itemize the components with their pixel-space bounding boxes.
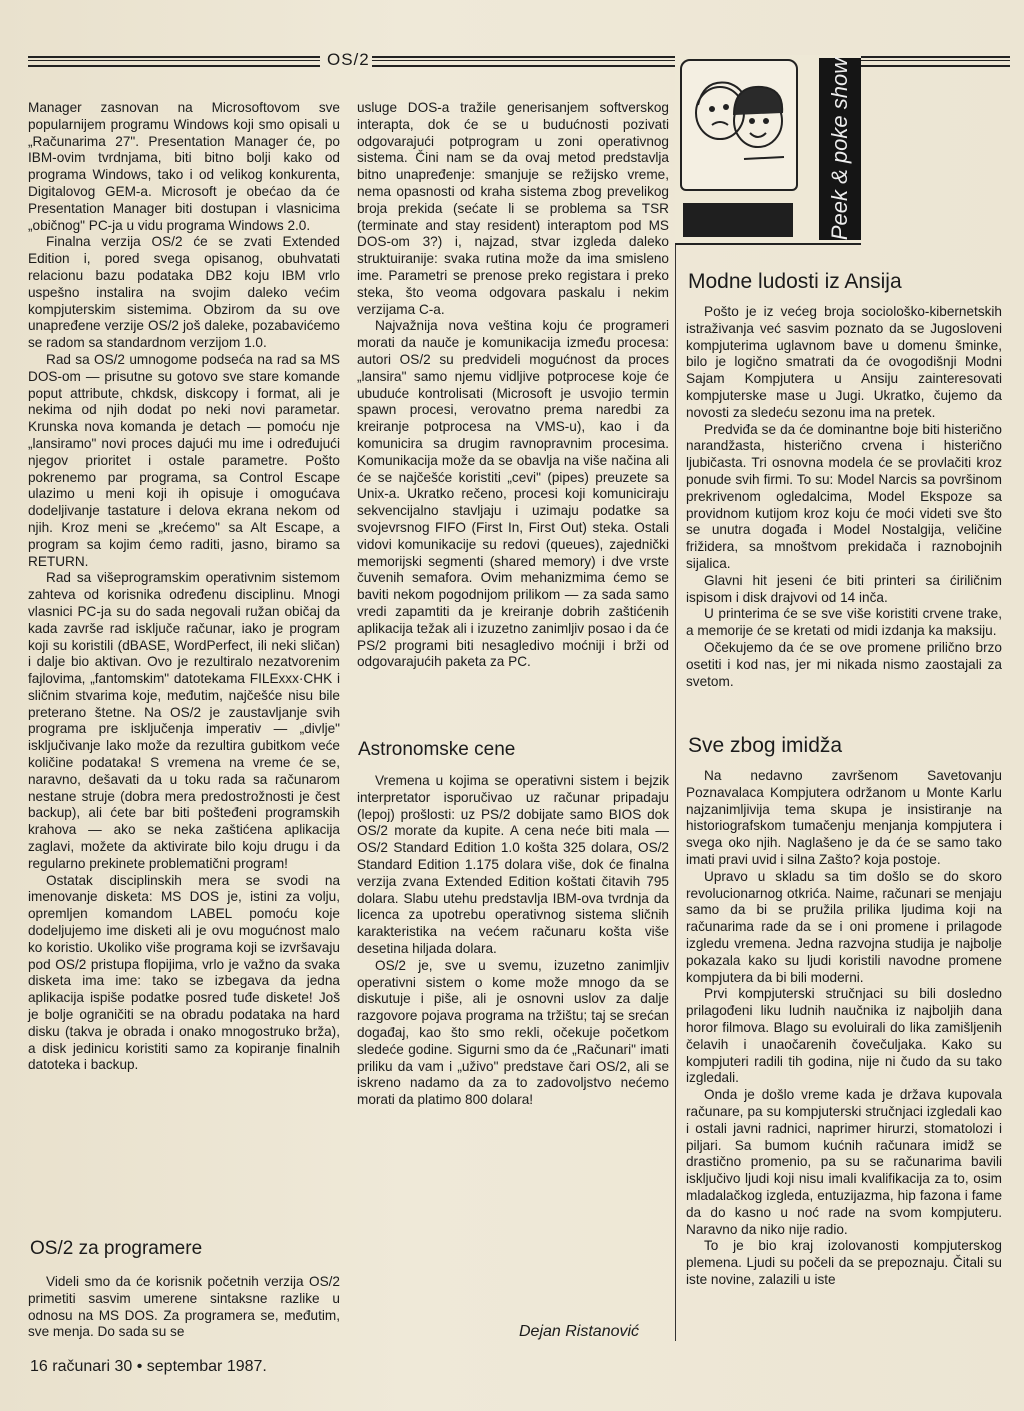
paragraph: U printerima će se sve više koristiti crvene trake, a memorije će se kretati od midi izdanja ka maksiju. bbox=[686, 606, 1002, 639]
header-rule-right bbox=[861, 56, 1010, 67]
column-2-body bbox=[357, 100, 669, 671]
column-3-body bbox=[686, 304, 1002, 690]
paragraph: Očekujemo da će se ove promene prilično brzo osetiti i kod nas, jer mi nikada nismo zaostajali za svetom. bbox=[686, 639, 1002, 689]
column-1-tail bbox=[28, 1274, 340, 1341]
paragraph: Glavni hit jeseni će biti printeri sa ćiriličnim ispisom i disk drajvovi od 14 inča. bbox=[686, 572, 1002, 605]
paragraph: Najvažnija nova veština koju će programeri morati da nauče je komunikacija između procesa: autori OS/2 su predvideli mogućnost da proces „lansira" samo njemu vidljive potprocese koje će ubuduće kontrolisati (Microsoft je usvojio termin spawn procesi, verovatno prema naredbi za kreiranje potprocesa na VMS-u), kao i da komunicira sa drugim ravnopravnim procesima. Komunikacija može da se obavlja na više načina ali će se najčešće koristiti „cevi" (pipes) preuzete sa Unix-a. Ukratko rečeno, procesi koji komuniciraju sekvencijalno stavljaju i uzimaju podatke sa svojevrsnog FIFO (First In, First Out) steka. Ostali vidovi komunikacije su redovi (queues), zajednički memorijski segmenti (shared memory) i dve vrste čuvenih semafora. Ovim mehanizmima ćemo se baviti nekom pogodnijom prilikom — za sada samo vredi zapamtiti da je kreiranje dobrih zaštićenih aplikacija težak ali i izuzetno zanimljiv posao i da će PS/2 programi biti nesagledivo moćniji i brži od odgovarajućih paketa za PC. bbox=[357, 318, 669, 670]
paragraph: Rad sa OS/2 umnogome podseća na rad sa MS DOS-om — prisutne su gotovo sve stare komande poput attribute, chkdsk, diskcopy i format, ali je nekima od njih dodat po neki novi parametar. Krunska nova komanda je detach — pomoću nje „lansiramo" novi proces dajući mu ime i određujući njegov prioritet i ostale parametre. Pošto pokrenemo par programa, sa Control Escape ulazimo u meni koji ih opisuje i omogućava dodeljivanje tastature i delova ekrana nekom od njih. Kroz meni se „krećemo" sa Alt Escape, a program sa kojim ćemo raditi, jasno, biramo sa RETURN. bbox=[28, 351, 340, 569]
paragraph: Upravo u skladu sa tim došlo se do skoro revolucionarnog otkrića. Naime, računari se menjaju samo da bi se pružila prilika ljudima koji na računarima rade da se i oni promene i prilagode izgledu vremena. Jedna razvojna studija je najbolje pokazala kako su ljudi koristili navodne promene kompjutera da bi bili moderni. bbox=[686, 868, 1002, 985]
keyboard-icon bbox=[683, 203, 793, 237]
paragraph: Onda je došlo vreme kada je država kupovala računare, pa su kompjuterski stručnjaci izgledali kao i ostali javni radnici, naprimer hirurzi, stomatolozi i piljari. Sa bumom kućnih računara imidž se drastično promenio, pa su se računarima bavili isključivo ljudi koji nisu imali kvalifikacija za to, osim mladalačkog izgleda, entuzijazma, hip fazona i fame da do kasno u noć rade na svom kompjuteru. Naravno da niko nije radio. bbox=[686, 1087, 1002, 1237]
column-3-tail bbox=[686, 768, 1002, 1289]
paragraph: Videli smo da će korisnik početnih verzija OS/2 primetiti sasvim umerene sintaksne razlike u odnosu na MS DOS. Za programera se, međutim, sve menja. Do sada su se bbox=[28, 1274, 340, 1340]
paragraph: Manager zasnovan na Microsoftovom sve popularnijem programu Windows koji smo opisali u „Računarima 27". Presentation Manager će, po IBM-ovim tvrdnjama, biti bitno bolji kako od programa Windows, tako i od velikog konkurenta, Digitalovog GEM-a. Microsoft je obećao da će Presentation Manager biti dostupan i vlasnicima „običnog" PC-ja u vidu programa Windows 2.0. bbox=[28, 100, 340, 233]
author-byline: Dejan Ristanović bbox=[519, 1323, 640, 1340]
subheading-astronomske-cene: Astronomske cene bbox=[358, 739, 516, 760]
section-label: OS/2 bbox=[327, 50, 370, 69]
paragraph: Rad sa višeprogramskim operativnim sistemom zahteva od korisnika određenu disciplinu. Mnogi vlasnici PC-ja su do sada negovali ružan običaj da kada završe rad isključe računar, iako je program koji su koristili (dBASE, WordPerfect, ili neki sličan) i dalje bio aktivan. Ovo je rezultiralo nezatvorenim fajlovima, „fantomskim" datotekama FILExxx·CHK i sličnim stvarima koje, međutim, najčešće nisu bile preterano štetne. Na OS/2 je zaustavljanje svih programa pre isključenja imperativ — „divlje" isključivanje lako može da rezultira gubitkom veće količine podataka! S vremena na vreme će se, naravno, dešavati da u toku rada sa računarom nestane struje (dobra mera predostrožnosti je čest backup), ali ćete bar biti pošteđeni programskih krahova — ako se neka zaštićena aplikacija zaglavi, možete da aktivirate bilo koju drugu i da regularno prekinete problematični program! bbox=[28, 570, 340, 871]
paragraph: Finalna verzija OS/2 će se zvati Extended Edition i, pored svega opisanog, obuhvatati relacionu bazu podataka DB2 koju IBM vrlo uspešno instalira na svojim daleko većim kompjuterskim sistemima. Obzirom da su ove unapređene verzije OS/2 još daleke, pozabavićemo se radom sa standardnom verzijom 1.0. bbox=[28, 234, 340, 351]
column-2-tail bbox=[357, 773, 669, 1109]
paragraph: Pošto je iz većeg broja sociološko-kibernetskih istraživanja već sasvim poznato da se Jugosloveni kompjuterima uglavnom bave u domenu šminke, bilo je logično smatrati da će ovogodišnji Modni Sajam Kompjutera u Ansiju zainteresovati kompjuterske mase u Jugi. Ukratko, čujemo da novosti za sledeću sezonu ima na pretek. bbox=[686, 304, 1002, 420]
column-title: Peek & poke show bbox=[827, 57, 852, 241]
subheading-sve-zbog-imidza: Sve zbog imidža bbox=[688, 734, 843, 757]
monitor-icon bbox=[680, 59, 798, 191]
paragraph: Vremena u kojima se operativni sistem i bejzik interpretator isporučivao uz računar pripadaju (lepoj) prošlosti: uz PS/2 dobijate samo BIOS dok OS/2 morate da kupite. A cena neće biti mala — OS/2 Standard Edition 1.0 košta 325 dolara, OS/2 Standard Edition 1.175 dolara više, dok će finalna verzija zvana Extended Edition koštati čitavih 795 dolara. Slabu utehu predstavlja IBM-ova tvrdnja da licenca za upotrebu operativnog sistema sličnih karakteristika na većem računaru košta više desetina hiljada dolara. bbox=[357, 773, 669, 956]
column-divider bbox=[675, 243, 676, 1341]
two-faces-drawing bbox=[682, 61, 796, 189]
subheading-modne-ludosti: Modne ludosti iz Ansija bbox=[688, 270, 902, 293]
column-1-body bbox=[28, 100, 340, 1074]
paragraph: Na nedavno završenom Savetovanju Poznavalaca Kompjutera održanom u Monte Karlu najzanimljivija tema skupa je insistiranje na historiografskom tumačenju menjanja kompjutera i svega oko njih. Naglašeno je da će se samo tako imati pravi uvid i silna Zašto? koja postoje. bbox=[686, 768, 1002, 867]
paragraph: Predviđa se da će dominantne boje biti histerično narandžasta, histerično crvena i histerično ljubičasta. Tri osnovna modela će se provlačiti kroz ponude svih firmi. To su: Model Narcis sa površinom prekrivenom ogledalcima, Model Ekspoze sa providnom kutijom kroz koju će moći videti sve što se unutra događa i Model Nostalgija, veličine frižidera, sa mnoštvom prekidača i raznobojnih sijalica. bbox=[686, 421, 1002, 571]
subheading-os2-programeri: OS/2 za programere bbox=[30, 1238, 203, 1259]
page-folio: 16 računari 30 • septembar 1987. bbox=[30, 1358, 267, 1375]
header-rule-left bbox=[28, 56, 320, 67]
paragraph: usluge DOS-a tražile generisanjem softverskog interapta, dok će se u budućnosti pozivati odgovarajući potprogram u zoni operativnog sistema. Čini nam se da ovaj metod predstavlja bitno unapređenje: smanjuje se režijsko vreme, nema opasnosti od kraha sistema zbog prevelikog broja prekida (sećate li se problema sa TSR (terminate and stay resident) interaptom pod MS DOS-om 3?) i, najzad, stvar izgleda daleko struktuiranije: svaka rutina može da ima smisleno ime. Parametri se prenose preko registara i preko steka, što veoma odgovara paskalu i nekim verzijama C-a. bbox=[357, 100, 669, 317]
paragraph: To je bio kraj izolovanosti kompjuterskog plemena. Ljudi su počeli da se prepoznaju. Čitali su iste novine, zalazili u iste bbox=[686, 1238, 1002, 1287]
paragraph: Ostatak disciplinskih mera se svodi na imenovanje disketa: MS DOS je, istini za volju, opremljen komandom LABEL pomoću koje dodeljujemo ime disketi ali je ovu mogućnost malo ko koristio. Ukoliko više programa koji se izvršavaju pod OS/2 pristupa flopijima, vrlo je važno da svaka disketa ima ime: tako se izbegava da jedna aplikacija ispiše podatke posred tuđe diskete! Još je bolje ograničiti se na obradu podataka na hard disku (takva je obrada i onako mnogostruko brža), a disk jedinicu koristiti samo za kopiranje finalnih datoteka i backup. bbox=[28, 872, 340, 1073]
paragraph: OS/2 je, sve u svemu, izuzetno zanimljiv operativni sistem o kome može mnogo da se diskutuje i piše, ali je osnovni uslov za dalje razgovore pojava programa na tržištu; taj se srećan događaj, kao što smo rekli, očekuje početkom sledeće godine. Sigurni smo da će „Računari" imati priliku da vam i „uživo" predstave čari OS/2, ali se iskreno nadamo da za to zadovoljstvo nećemo morati da platimo 800 dolara! bbox=[357, 957, 669, 1108]
column-title-bar bbox=[819, 58, 861, 240]
paragraph: Prvi kompjuterski stručnjaci su bili dosledno prilagođeni liku ludnih naučnika iz najboljih dana horor filmova. Blago su evoluirali do lika zamišljenih čelavih i unaočarenih čovečuljaka. Kako su kompjuteri radili tih godina, nije ni čudo da su tako izgledali. bbox=[686, 986, 1002, 1086]
header-rule-mid bbox=[372, 56, 675, 67]
